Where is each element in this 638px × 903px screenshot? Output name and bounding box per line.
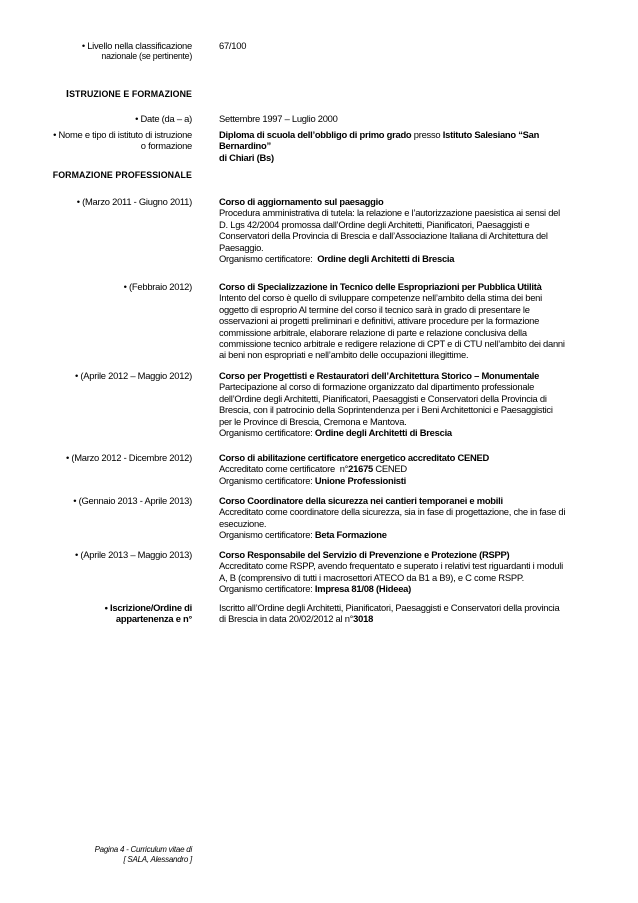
entry-organism: Organismo certificatore: Ordine degli Architetti di Brescia (219, 253, 455, 265)
entry-line: Procedura amministrativa di tutela: la relazione e l’autorizzazione paesistica ai sensi del (219, 207, 560, 219)
livello-value: 67/100 (219, 40, 247, 51)
entry-organism: Organismo certificatore: Beta Formazione (219, 529, 387, 541)
page-footer: Pagina 4 - Curriculum vitae di [ SALA, Alessandro ] (94, 845, 192, 864)
entry-date: • (Gennaio 2013 - Aprile 2013) (73, 495, 192, 506)
entry-body (219, 452, 591, 486)
entry-title: Corso per Progettisti e Restauratori dell’Architettura Storico – Monumentale (219, 370, 540, 381)
iscrizione-label: • Iscrizione/Ordine di appartenenza e n° (104, 602, 192, 625)
entry-body (219, 549, 591, 595)
entry-line: Brescia, con il patrocinio della Soprintendenza per i Beni Architettonici e Paesaggistici (219, 404, 553, 416)
entry-date: • (Aprile 2013 – Maggio 2013) (75, 549, 192, 560)
entry-organism: Organismo certificatore: Impresa 81/08 (Hideea) (219, 583, 411, 595)
entry-line: Accreditato come coordinatore della sicurezza, sia in fase di progettazione, che in fase di (219, 506, 566, 518)
entry-date: • (Marzo 2012 - Dicembre 2012) (65, 452, 192, 463)
entry-line: A, B (comprensivo di tutti i macrosettori ATECO da B1 a B9), e C come RSPP. (219, 571, 524, 583)
entry-line: commissione arbitrale, elaborare relazione di parte e relazione conclusiva della (219, 326, 527, 338)
iscrizione-value: Iscritto all’Ordine degli Architetti, Pianificatori, Paesaggisti e Conservatori della provincia di Brescia in data 20/02/2012 al n°3018 (219, 602, 560, 625)
istruzione-date-label: • Date (da – a) (135, 113, 192, 124)
entry-title: Corso di aggiornamento sul paesaggio (219, 196, 384, 207)
entry-title: Corso Coordinatore della sicurezza nei cantieri temporanei e mobili (219, 495, 503, 506)
entry-line: Paesaggio. (219, 241, 264, 253)
entry-line: Accreditato come RSPP, avendo frequentato e superato i relativi test riguardanti i moduli (219, 560, 563, 572)
entry-accreditation: Accreditato come certificatore n°21675 CENED (219, 463, 407, 475)
entry-organism: Organismo certificatore: Unione Professionisti (219, 474, 406, 486)
istruzione-heading: ISTRUZIONE E FORMAZIONE (66, 88, 192, 100)
livello-label: • Livello nella classificazione nazionale (se pertinente) (81, 40, 192, 62)
entry-line: dell’Ordine degli Architetti, Pianificatori, Paesaggisti e Conservatori della Provincia di (219, 392, 547, 404)
entry-line: esecuzione. (219, 517, 267, 529)
entry-body (219, 370, 591, 438)
entry-line: Partecipazione al corso di formazione organizzato dal dipartimento professionale (219, 381, 535, 393)
entry-line: Intento del corso è quello di sviluppare competenze nell’ambito della stima dei beni (219, 292, 542, 304)
entry-body (219, 281, 591, 361)
istruzione-nome-value: Diploma di scuola dell’obbligo di primo grado presso Istituto Salesiano “San Bernardino” di Chiari (Bs) (219, 129, 540, 163)
entry-title: Corso di abilitazione certificatore energetico accreditato CENED (219, 452, 490, 463)
entry-line: per le Province di Brescia, Cremona e Mantova. (219, 415, 407, 427)
entry-date: • (Febbraio 2012) (123, 281, 192, 292)
formazione-heading: FORMAZIONE PROFESSIONALE (52, 170, 192, 180)
entry-line: commissione tecnico arbitrale e redigere relazione di CPT e di CTU nell’ambito dei danni (219, 338, 565, 350)
entry-date: • (Marzo 2011 - Giugno 2011) (76, 196, 192, 207)
entry-organism: Organismo certificatore: Ordine degli Architetti di Brescia (219, 427, 452, 439)
entry-line: osservazioni ai progetti preliminari e definitivi, attivare procedure per la formazione (219, 315, 540, 327)
entry-line: D. Lgs 42/2004 promossa dall’Ordine degli Architetti, Pianificatori, Paesaggisti e (219, 218, 530, 230)
entry-body (219, 495, 591, 541)
entry-date: • (Aprile 2012 – Maggio 2012) (75, 370, 192, 381)
istruzione-date-value: Settembre 1997 – Luglio 2000 (219, 113, 338, 124)
entry-title: Corso di Specializzazione in Tecnico delle Espropriazioni per Pubblica Utilità (219, 281, 542, 292)
entry-line: oggetto di esproprio Al termine del corso il tecnico sarà in grado di presentare le (219, 303, 530, 315)
istruzione-nome-label: • Nome e tipo di istituto di istruzione o formazione (53, 129, 192, 152)
entry-title: Corso Responsabile del Servizio di Prevenzione e Protezione (RSPP) (219, 549, 510, 560)
entry-line: Conservatori della Provincia di Brescia e dall’Associazione Italiana di Architettura del (219, 230, 548, 242)
entry-body (219, 196, 591, 264)
entry-line: ai beni non espropriati e nell’ambito delle occupazioni illegittime. (219, 349, 469, 361)
